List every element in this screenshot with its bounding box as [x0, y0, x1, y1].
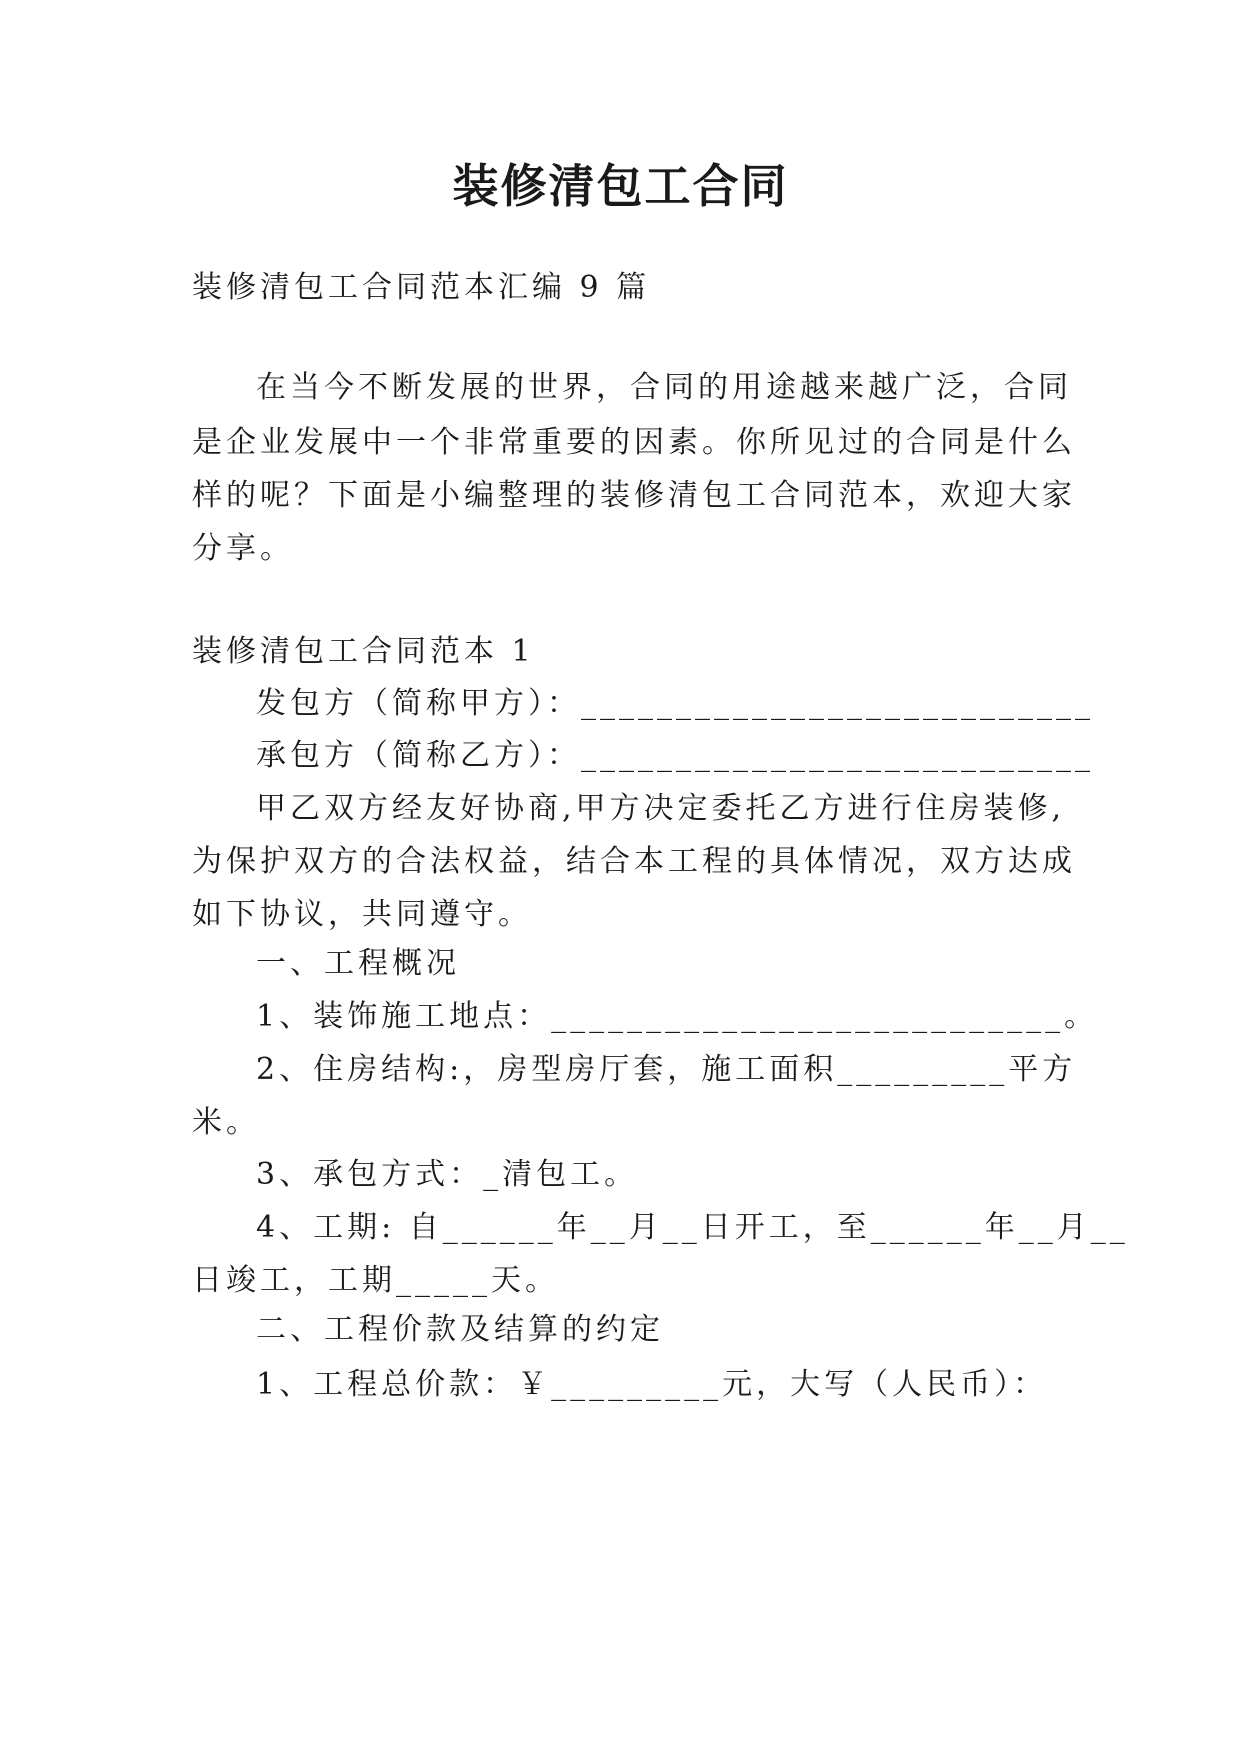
agreement-line-3: 如下协议，共同遵守。 — [192, 897, 532, 932]
clause-two-heading: 二、工程价款及结算的约定 — [256, 1312, 664, 1347]
item-4-schedule: 4、工期: 自______年__月__日开工，至______年__月__ — [256, 1210, 1129, 1245]
item-4-schedule-cont: 日竣工，工期_____天。 — [192, 1263, 559, 1298]
party-a-line: 发包方（简称甲方）：___________________________ — [256, 686, 1094, 721]
item-2-structure: 2、住房结构:，房型房厅套，施工面积_________平方 — [256, 1052, 1077, 1087]
item-3-method: 3、承包方式：_清包工。 — [256, 1157, 639, 1192]
item-1-location: 1、装饰施工地点：___________________________。 — [256, 999, 1099, 1034]
agreement-line-2: 为保护双方的合法权益，结合本工程的具体情况，双方达成 — [192, 844, 1076, 879]
item-price: 1、工程总价款：￥_________元，大写（人民币）： — [256, 1367, 1048, 1402]
intro-line-2: 是企业发展中一个非常重要的因素。你所见过的合同是什么 — [192, 425, 1076, 460]
intro-line-4: 分享。 — [192, 531, 294, 566]
intro-line-3: 样的呢？下面是小编整理的装修清包工合同范本，欢迎大家 — [192, 478, 1076, 513]
intro-line-1: 在当今不断发展的世界，合同的用途越来越广泛，合同 — [256, 370, 1072, 405]
section-heading: 装修清包工合同范本 1 — [192, 634, 535, 669]
document-title: 装修清包工合同 — [452, 159, 789, 213]
clause-one-heading: 一、工程概况 — [256, 946, 460, 981]
agreement-line-1: 甲乙双方经友好协商,甲方决定委托乙方进行住房装修, — [256, 791, 1066, 826]
document-subtitle: 装修清包工合同范本汇编 9 篇 — [192, 270, 651, 305]
item-2-structure-cont: 米。 — [192, 1105, 260, 1140]
party-b-line: 承包方（简称乙方）：___________________________ — [256, 738, 1094, 773]
